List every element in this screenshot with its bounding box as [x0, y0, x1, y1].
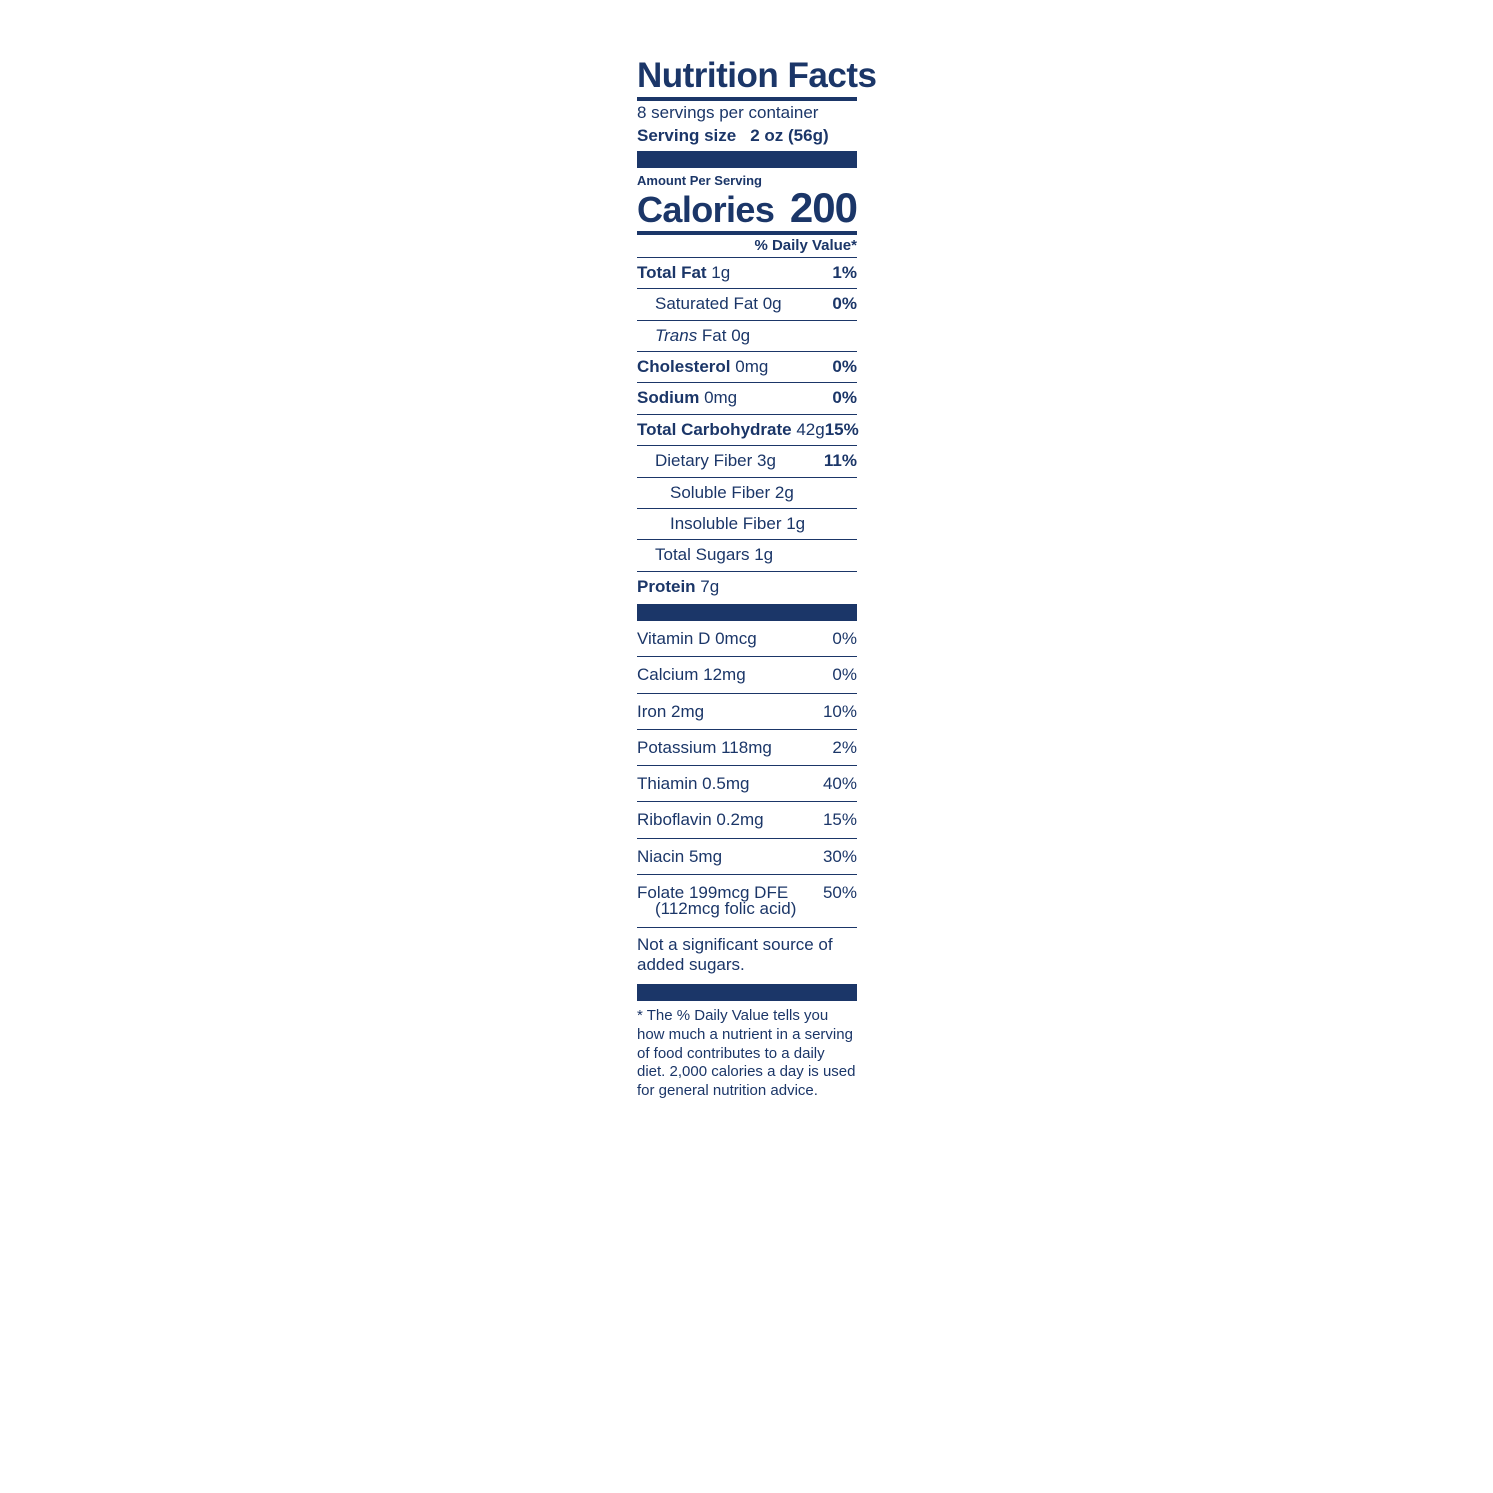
vitamin-name: Thiamin 0.5mg [637, 774, 750, 794]
daily-value-footnote: * The % Daily Value tells you how much a nutrient in a serving of food contributes to a daily diet. 2,000 calories a day is used for general nutrition advice. [637, 1007, 856, 1099]
vitamin-row [637, 802, 857, 837]
thick-divider-top [637, 151, 857, 168]
vitamin-name: Iron 2mg [637, 701, 705, 721]
nutrient-name: Total Sugars 1g [655, 545, 774, 565]
nutrient-name: Cholesterol 0mg [637, 357, 769, 377]
vitamin-row [637, 839, 857, 874]
calories-value: 200 [789, 183, 857, 231]
daily-value-header: % Daily Value* [754, 236, 857, 254]
nutrient-name: Total Fat 1g [637, 262, 731, 282]
vitamin-daily-value: 10% [822, 701, 857, 721]
folate-subtext: (112mcg folic acid) [655, 899, 797, 919]
vitamin-name: Niacin 5mg [637, 846, 723, 866]
vitamin-daily-value: 0% [832, 665, 857, 685]
nutrient-row [637, 258, 857, 288]
vitamin-row [637, 657, 857, 692]
vitamin-daily-value: 0% [832, 629, 857, 649]
page-title: Nutrition Facts [637, 56, 877, 95]
nutrient-daily-value: 0% [832, 357, 857, 377]
serving-size-label: Serving size [637, 126, 737, 145]
vitamin-daily-value: 30% [822, 846, 857, 866]
serving-size-row [637, 125, 857, 146]
nutrient-row [637, 352, 857, 382]
calories-row [637, 183, 857, 231]
thick-divider-bottom [637, 984, 857, 1001]
serving-size-value: 2 oz (56g) [750, 126, 829, 145]
vitamin-row [637, 730, 857, 765]
vitamin-name: Vitamin D 0mcg [637, 629, 757, 649]
amount-per-serving-label: Amount Per Serving [637, 173, 762, 189]
nutrient-name: Insoluble Fiber 1g [670, 513, 806, 533]
vitamin-row [637, 621, 857, 656]
not-significant-source-note: Not a significant source of added sugars. [637, 934, 833, 975]
nutrient-daily-value: 15% [824, 419, 859, 439]
nutrient-name: Protein 7g [637, 576, 720, 596]
vitamin-daily-value: 40% [822, 774, 857, 794]
nutrient-row [637, 572, 857, 602]
vitamin-name: Riboflavin 0.2mg [637, 810, 764, 830]
nutrient-row [637, 289, 857, 319]
nutrient-daily-value: 0% [832, 388, 857, 408]
folate-name: Folate 199mcg DFE [637, 882, 789, 902]
nutrient-daily-value: 11% [823, 451, 857, 471]
vitamin-daily-value: 15% [822, 810, 857, 830]
vitamin-daily-value: 2% [832, 737, 857, 757]
vitamin-row [637, 766, 857, 801]
nutrient-name: Soluble Fiber 2g [670, 482, 794, 502]
nutrient-name: Saturated Fat 0g [655, 294, 782, 314]
thick-divider-middle [637, 604, 857, 621]
nutrient-list [637, 257, 857, 602]
nutrient-row [637, 383, 857, 413]
nutrient-row [637, 415, 857, 445]
vitamin-name: Potassium 118mg [637, 737, 772, 757]
vitamin-row [637, 694, 857, 729]
vitamin-name: Calcium 12mg [637, 665, 746, 685]
nutrient-name: Dietary Fiber 3g [655, 451, 776, 471]
servings-per-container: 8 servings per container [637, 102, 819, 122]
nutrient-name: Sodium 0mg [637, 388, 738, 408]
vitamin-list [637, 621, 857, 874]
title-divider [637, 97, 857, 101]
nutrient-daily-value: 1% [832, 262, 857, 282]
nutrient-row [637, 509, 857, 539]
nutrient-row [637, 540, 857, 570]
nutrient-row [637, 446, 857, 476]
nutrition-facts-panel [637, 56, 877, 1101]
nutrient-name: Trans Fat 0g [655, 325, 751, 345]
nutrient-row [637, 478, 857, 508]
nutrient-row [637, 321, 857, 351]
calories-label: Calories [637, 188, 775, 230]
nutrient-name: Total Carbohydrate 42g [637, 419, 825, 439]
nutrient-daily-value: 0% [832, 294, 857, 314]
folate-pct: 50% [822, 882, 857, 902]
